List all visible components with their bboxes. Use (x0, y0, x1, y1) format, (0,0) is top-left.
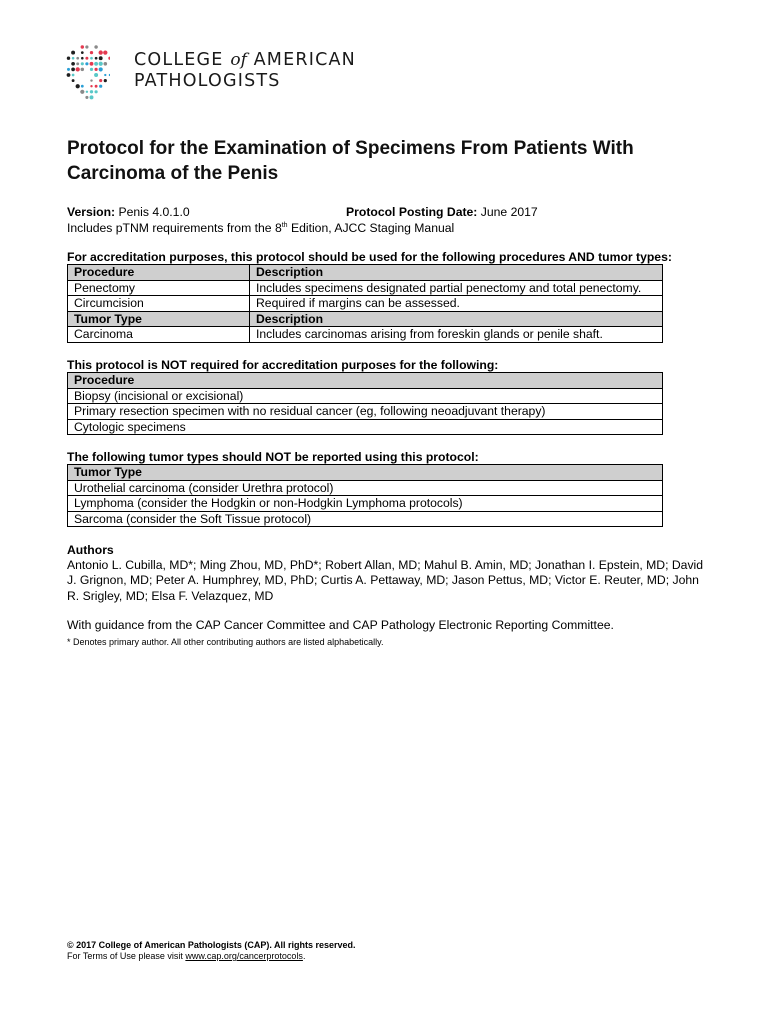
tumor-type-header: Tumor Type (68, 311, 250, 327)
logo-dot (67, 68, 70, 71)
logo-dot (81, 62, 84, 65)
page-title: Protocol for the Examination of Specimens From Patients With Carcinoma of the Penis (67, 138, 634, 184)
logo-dot (90, 79, 92, 81)
table-row (68, 296, 663, 312)
logo-dot (90, 68, 93, 71)
logo-dot (94, 68, 97, 71)
description-cell: Required if margins can be assessed. (250, 296, 663, 312)
not-reported-table (67, 464, 663, 527)
logo-dot (72, 57, 75, 60)
copyright: © 2017 College of American Pathologists (CAP). All rights reserved. (67, 940, 356, 950)
logo-dot (85, 45, 88, 48)
logo-dot (85, 62, 88, 65)
table-row (68, 280, 663, 296)
not-reported-heading: The following tumor types should NOT be reported using this protocol: (67, 450, 479, 464)
procedure-cell: Circumcision (68, 296, 250, 312)
description-header: Description (250, 311, 663, 327)
logo-dot (81, 57, 84, 60)
description-cell: Includes carcinomas arising from foreskin glands or penile shaft. (250, 327, 663, 343)
procedure-cell: Penectomy (68, 280, 250, 296)
procedure-header: Procedure (68, 265, 250, 281)
table-row: Lymphoma (consider the Hodgkin or non-Hodgkin Lymphoma protocols) (68, 496, 663, 512)
logo-dot (67, 56, 70, 59)
cap-dot-logo-icon (66, 44, 110, 100)
table-row: Sarcoma (consider the Soft Tissue protocol) (68, 511, 663, 527)
logo-dot (94, 45, 97, 48)
logo-dot (104, 79, 107, 82)
logo-dot (86, 91, 88, 93)
logo-dot (80, 90, 84, 94)
logo-dot (104, 74, 106, 76)
authors-heading: Authors (67, 543, 114, 557)
logo-dot (108, 57, 110, 60)
logo-dot (95, 85, 98, 88)
logo-dot (103, 50, 107, 54)
logo-dot (90, 95, 94, 99)
logo-dot (94, 62, 98, 66)
table-row: Biopsy (incisional or excisional) (68, 388, 663, 404)
logo-dot (90, 57, 93, 60)
logo-dot (103, 62, 107, 66)
logo-dot (72, 74, 75, 77)
logo-dot (72, 79, 75, 82)
logo-dot (85, 57, 88, 60)
description-cell: Includes specimens designated partial penectomy and total penectomy. (250, 280, 663, 296)
table-row (68, 327, 663, 343)
logo-dot (81, 51, 84, 54)
accreditation-heading: For accreditation purposes, this protocol should be used for the following procedures AND tumor types: (67, 250, 672, 264)
cap-logo (66, 44, 366, 102)
tumor-type-header: Tumor Type (68, 465, 663, 481)
logo-dot (99, 62, 103, 66)
logo-dot (76, 84, 80, 88)
accreditation-table (67, 264, 663, 343)
logo-dot (71, 51, 75, 55)
version-value: Penis 4.0.1.0 (118, 205, 190, 219)
table-row: Urothelial carcinoma (consider Urethra protocol) (68, 480, 663, 496)
logo-dot (94, 90, 97, 93)
terms-of-use: For Terms of Use please visit www.cap.org/cancerprotocols. (67, 951, 306, 961)
posting-date: Protocol Posting Date: June 2017 (346, 205, 538, 219)
logo-dot (95, 57, 98, 60)
logo-dot (71, 62, 75, 66)
protocol-meta (67, 205, 707, 236)
logo-dot (85, 96, 88, 99)
logo-dot (109, 74, 110, 76)
logo-dot (99, 79, 102, 82)
logo-dot (67, 73, 71, 77)
logo-dot (90, 90, 93, 93)
primary-author-note: * Denotes primary author. All other contributing authors are listed alphabetically. (67, 637, 384, 647)
tumor-cell: Carcinoma (68, 327, 250, 343)
version-label: Version: (67, 205, 116, 219)
not-required-heading: This protocol is NOT required for accreditation purposes for the following: (67, 358, 499, 372)
authors-list: Antonio L. Cubilla, MD*; Ming Zhou, MD, PhD*; Robert Allan, MD; Mahul B. Amin, MD; Jonathan I. Epstein, MD; David J. Grignon, MD; Peter A. Humphrey, MD, PhD; Curtis A. Pettaway, MD; Jason Pettus, MD; Victor E. Reuter, MD; John R. Srigley, MD; Elsa F. Velazquez, MD (67, 558, 704, 603)
logo-dot (99, 85, 102, 88)
cancer-protocols-link[interactable]: www.cap.org/cancerprotocols (185, 951, 303, 961)
logo-dot (99, 67, 103, 71)
ptnm-note: Includes pTNM requirements from the 8th Edition, AJCC Staging Manual (67, 220, 455, 235)
guidance-text: With guidance from the CAP Cancer Committee and CAP Pathology Electronic Reporting Committee. (67, 618, 614, 632)
logo-dot (94, 73, 98, 77)
logo-dot (76, 57, 79, 60)
not-required-table (67, 372, 663, 435)
logo-dot (76, 62, 79, 65)
procedure-header: Procedure (68, 373, 663, 389)
logo-wordmark: COLLEGE of AMERICAN PATHOLOGISTS (134, 50, 356, 91)
logo-dot (99, 50, 103, 54)
logo-dot (81, 85, 84, 88)
logo-dot (90, 51, 93, 54)
footer (67, 940, 356, 962)
logo-dot (81, 68, 84, 71)
logo-dot (76, 67, 80, 71)
description-header: Description (250, 265, 663, 281)
table-row: Primary resection specimen with no residual cancer (eg, following neoadjuvant therapy) (68, 404, 663, 420)
table-row: Cytologic specimens (68, 419, 663, 435)
logo-dot (99, 56, 103, 60)
logo-dot (90, 62, 94, 66)
logo-dot (90, 85, 92, 87)
logo-dot (81, 45, 84, 48)
logo-dot (71, 68, 75, 72)
